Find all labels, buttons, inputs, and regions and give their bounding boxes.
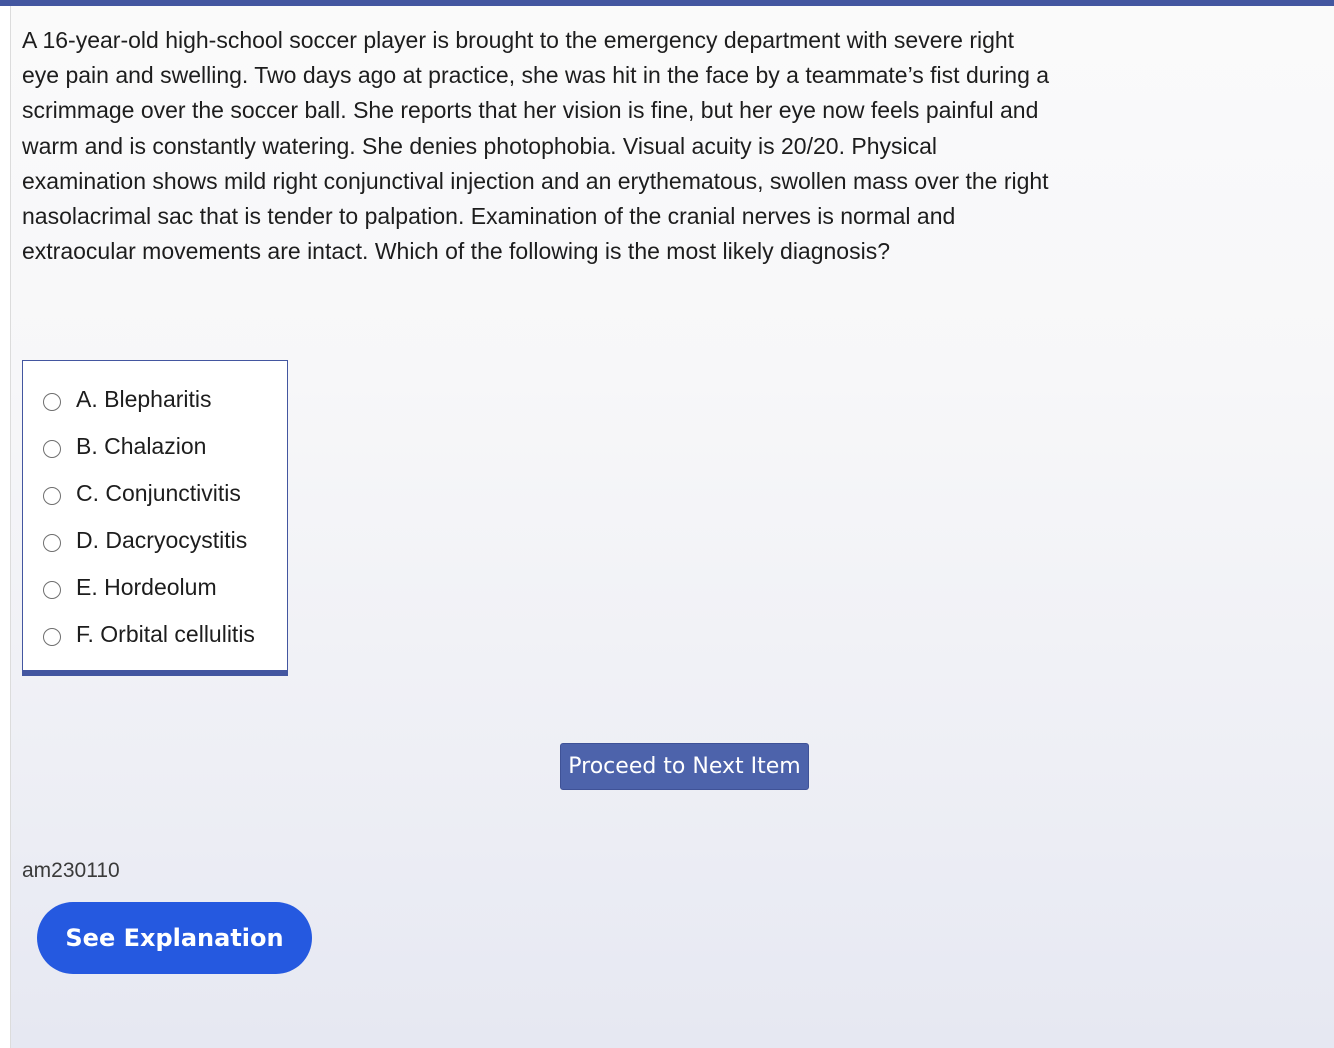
top-accent-bar xyxy=(0,0,1334,6)
left-edge-panel xyxy=(0,0,10,1048)
choice-label: F. Orbital cellulitis xyxy=(76,621,255,647)
choice-a[interactable] xyxy=(23,381,287,417)
choice-b[interactable] xyxy=(23,428,287,464)
answer-choices xyxy=(22,360,288,676)
radio-button[interactable] xyxy=(43,393,61,411)
proceed-next-button[interactable]: Proceed to Next Item xyxy=(560,743,809,790)
radio-button[interactable] xyxy=(43,534,61,552)
choice-label: C. Conjunctivitis xyxy=(76,480,241,506)
choice-e[interactable] xyxy=(23,569,287,605)
question-stem: A 16-year-old high-school soccer player is brought to the emergency department with severe right eye pain and swelling. Two days ago at practice, she was hit in the face by a teammate’s fist during a scrimmage over the soccer ball. She reports that her vision is fine, but her eye now feels painful and warm and is constantly watering. She denies photophobia. Visual acuity is 20/20. Physical examination shows mild right conjunctival injection and an erythematous, swollen mass over the right nasolacrimal sac that is tender to palpation. Examination of the cranial nerves is normal and extraocular movements are intact. Which of the following is the most likely diagnosis? xyxy=(22,27,1050,265)
see-explanation-button[interactable]: See Explanation xyxy=(37,902,312,974)
left-edge-divider xyxy=(10,0,11,1048)
choice-label: B. Chalazion xyxy=(76,433,207,459)
radio-button[interactable] xyxy=(43,581,61,599)
choice-f[interactable] xyxy=(23,616,287,652)
choice-d[interactable] xyxy=(23,522,287,558)
radio-button[interactable] xyxy=(43,440,61,458)
choice-label: E. Hordeolum xyxy=(76,574,217,600)
choice-label: D. Dacryocystitis xyxy=(76,527,248,553)
radio-button[interactable] xyxy=(43,628,61,646)
choice-c[interactable] xyxy=(23,475,287,511)
item-id: am230110 xyxy=(22,859,120,882)
radio-button[interactable] xyxy=(43,487,61,505)
choice-label: A. Blepharitis xyxy=(76,386,212,412)
